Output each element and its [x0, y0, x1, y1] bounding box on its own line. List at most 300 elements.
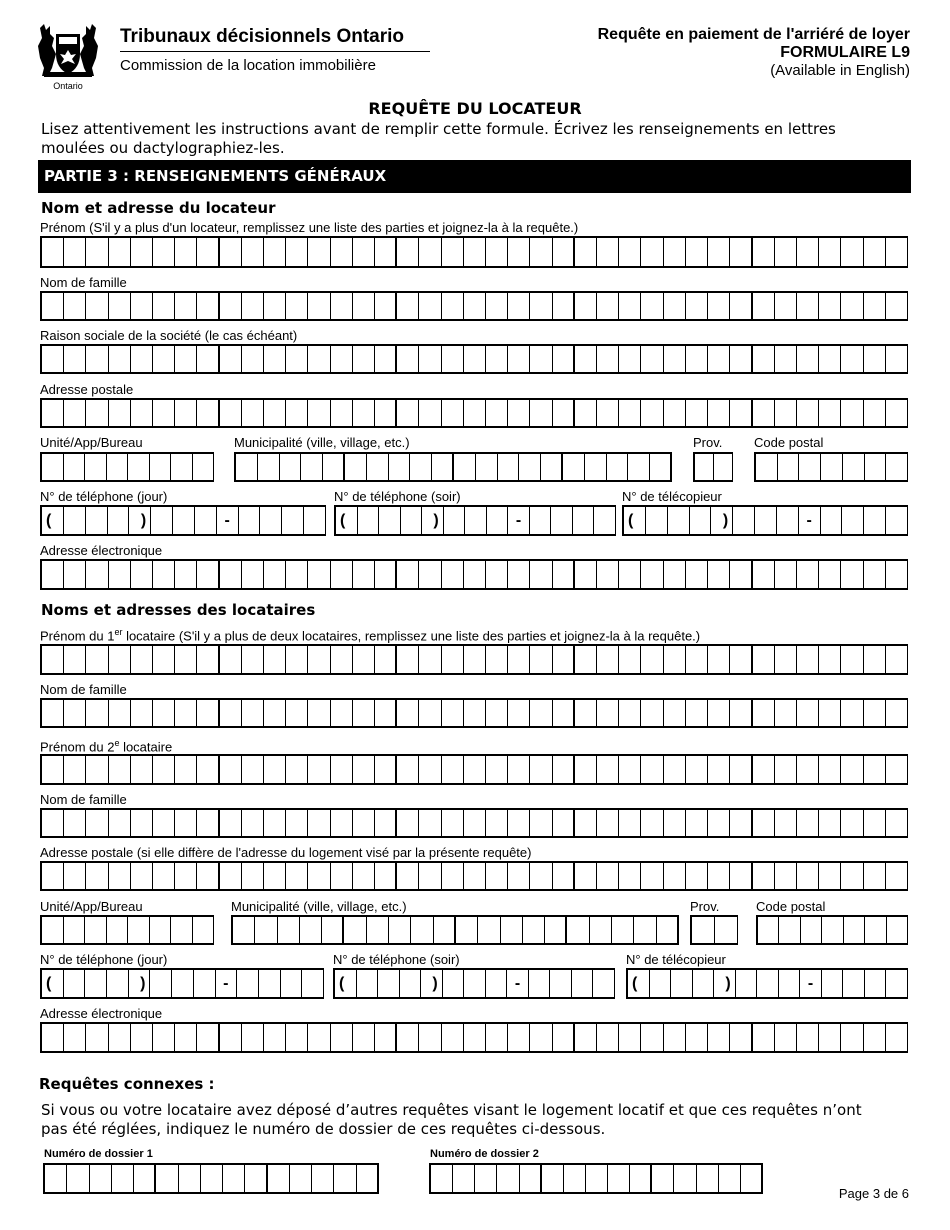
- char-box[interactable]: [375, 808, 397, 838]
- char-box[interactable]: [308, 344, 330, 374]
- char-box[interactable]: [331, 698, 353, 728]
- char-box[interactable]: [619, 754, 641, 785]
- char-box[interactable]: [153, 398, 175, 428]
- char-box[interactable]: [64, 644, 86, 675]
- char-box[interactable]: [443, 968, 465, 999]
- char-box[interactable]: [708, 291, 730, 321]
- char-box[interactable]: [597, 1022, 619, 1053]
- char-box[interactable]: [664, 861, 686, 891]
- char-box[interactable]: [575, 754, 597, 785]
- char-box[interactable]: [843, 452, 865, 482]
- phone-close-paren[interactable]: ): [714, 968, 736, 999]
- char-box[interactable]: [245, 1163, 267, 1194]
- char-box[interactable]: [550, 968, 572, 999]
- char-box[interactable]: [131, 398, 153, 428]
- char-box[interactable]: [886, 559, 908, 590]
- char-box[interactable]: [286, 291, 308, 321]
- char-box[interactable]: [171, 915, 193, 945]
- char-box[interactable]: [719, 1163, 741, 1194]
- char-box[interactable]: [486, 398, 508, 428]
- char-box[interactable]: [242, 644, 264, 675]
- char-box[interactable]: [619, 861, 641, 891]
- char-box[interactable]: [619, 559, 641, 590]
- char-box[interactable]: [842, 505, 864, 536]
- char-box[interactable]: [822, 915, 843, 945]
- char-box[interactable]: [597, 236, 619, 268]
- char-box[interactable]: [378, 968, 400, 999]
- char-box[interactable]: [530, 861, 552, 891]
- char-box[interactable]: [410, 452, 432, 482]
- char-box[interactable]: [530, 808, 552, 838]
- char-box[interactable]: [242, 344, 264, 374]
- char-box[interactable]: [886, 398, 908, 428]
- char-box[interactable]: [664, 236, 686, 268]
- char-box[interactable]: [197, 754, 219, 785]
- char-box[interactable]: [886, 968, 908, 999]
- char-box[interactable]: [286, 754, 308, 785]
- phone-close-paren[interactable]: ): [129, 968, 151, 999]
- char-box[interactable]: [551, 505, 573, 536]
- char-box[interactable]: [109, 236, 131, 268]
- char-box[interactable]: [486, 968, 508, 999]
- char-box[interactable]: [286, 1022, 308, 1053]
- char-box[interactable]: [797, 291, 819, 321]
- char-box[interactable]: [508, 1022, 530, 1053]
- char-box[interactable]: [730, 236, 752, 268]
- char-box[interactable]: [220, 398, 242, 428]
- char-box[interactable]: [508, 398, 530, 428]
- char-box[interactable]: [886, 861, 908, 891]
- char-box[interactable]: [775, 398, 797, 428]
- char-box[interactable]: [411, 915, 433, 945]
- char-box[interactable]: [753, 808, 775, 838]
- char-box[interactable]: [530, 754, 552, 785]
- char-box[interactable]: [553, 236, 575, 268]
- char-box[interactable]: [308, 861, 330, 891]
- char-box[interactable]: [608, 1163, 630, 1194]
- char-box[interactable]: [264, 1022, 286, 1053]
- char-box[interactable]: [308, 291, 330, 321]
- char-box[interactable]: [841, 236, 863, 268]
- char-box[interactable]: [553, 754, 575, 785]
- char-box[interactable]: [401, 505, 423, 536]
- char-box[interactable]: [109, 644, 131, 675]
- char-box[interactable]: [797, 1022, 819, 1053]
- char-box[interactable]: [686, 698, 708, 728]
- char-box[interactable]: [686, 236, 708, 268]
- char-box[interactable]: [730, 398, 752, 428]
- char-box[interactable]: [131, 861, 153, 891]
- char-box[interactable]: [775, 344, 797, 374]
- char-box[interactable]: [397, 344, 419, 374]
- char-box[interactable]: [597, 698, 619, 728]
- char-box[interactable]: [864, 644, 886, 675]
- char-box[interactable]: [419, 698, 441, 728]
- char-box[interactable]: [730, 291, 752, 321]
- char-box[interactable]: [419, 344, 441, 374]
- char-box[interactable]: [520, 1163, 542, 1194]
- char-box[interactable]: [175, 559, 197, 590]
- char-box[interactable]: [530, 291, 552, 321]
- char-box[interactable]: [886, 1022, 908, 1053]
- char-box[interactable]: [112, 1163, 134, 1194]
- char-box[interactable]: [286, 559, 308, 590]
- char-box[interactable]: [442, 808, 464, 838]
- char-box[interactable]: [286, 808, 308, 838]
- char-box[interactable]: [278, 915, 300, 945]
- char-box[interactable]: [153, 291, 175, 321]
- char-box[interactable]: [597, 754, 619, 785]
- char-box[interactable]: [264, 698, 286, 728]
- char-box[interactable]: [575, 236, 597, 268]
- phone-close-paren[interactable]: ): [711, 505, 733, 536]
- char-box[interactable]: [86, 344, 108, 374]
- char-box[interactable]: [109, 754, 131, 785]
- char-box[interactable]: [220, 344, 242, 374]
- char-box[interactable]: [641, 698, 663, 728]
- char-box[interactable]: [641, 344, 663, 374]
- char-box[interactable]: [695, 452, 714, 482]
- char-box[interactable]: [397, 698, 419, 728]
- char-box[interactable]: [286, 236, 308, 268]
- char-box[interactable]: [864, 1022, 886, 1053]
- char-box[interactable]: [264, 344, 286, 374]
- char-box[interactable]: [375, 644, 397, 675]
- char-box[interactable]: [242, 236, 264, 268]
- char-box[interactable]: [573, 505, 595, 536]
- char-box[interactable]: [619, 398, 641, 428]
- char-box[interactable]: [530, 644, 552, 675]
- char-box[interactable]: [692, 915, 715, 945]
- char-box[interactable]: [131, 808, 153, 838]
- char-box[interactable]: [841, 344, 863, 374]
- landlord-postal-field[interactable]: [754, 452, 908, 482]
- char-box[interactable]: [172, 968, 194, 999]
- char-box[interactable]: [195, 505, 217, 536]
- char-box[interactable]: [286, 698, 308, 728]
- char-box[interactable]: [220, 1022, 242, 1053]
- char-box[interactable]: [42, 236, 64, 268]
- char-box[interactable]: [575, 398, 597, 428]
- char-box[interactable]: [131, 291, 153, 321]
- char-box[interactable]: [64, 861, 86, 891]
- char-box[interactable]: [530, 344, 552, 374]
- char-box[interactable]: [821, 452, 843, 482]
- char-box[interactable]: [442, 291, 464, 321]
- char-box[interactable]: [730, 1022, 752, 1053]
- char-box[interactable]: [442, 1022, 464, 1053]
- char-box[interactable]: [708, 398, 730, 428]
- char-box[interactable]: [153, 559, 175, 590]
- char-box[interactable]: [308, 559, 330, 590]
- char-box[interactable]: [486, 1022, 508, 1053]
- char-box[interactable]: [331, 236, 353, 268]
- char-box[interactable]: [664, 559, 686, 590]
- char-box[interactable]: [819, 698, 841, 728]
- char-box[interactable]: [419, 861, 441, 891]
- char-box[interactable]: [153, 1022, 175, 1053]
- char-box[interactable]: [153, 698, 175, 728]
- char-box[interactable]: [64, 1022, 86, 1053]
- char-box[interactable]: [553, 344, 575, 374]
- char-box[interactable]: [753, 754, 775, 785]
- char-box[interactable]: [708, 236, 730, 268]
- char-box[interactable]: [442, 644, 464, 675]
- char-box[interactable]: [109, 398, 131, 428]
- char-box[interactable]: [42, 1022, 64, 1053]
- char-box[interactable]: [619, 236, 641, 268]
- char-box[interactable]: [797, 808, 819, 838]
- char-box[interactable]: [553, 698, 575, 728]
- tenant-municipality-field[interactable]: [231, 915, 679, 945]
- char-box[interactable]: [886, 808, 908, 838]
- char-box[interactable]: [841, 398, 863, 428]
- char-box[interactable]: [308, 754, 330, 785]
- char-box[interactable]: [641, 808, 663, 838]
- char-box[interactable]: [264, 808, 286, 838]
- char-box[interactable]: [331, 398, 353, 428]
- char-box[interactable]: [42, 754, 64, 785]
- char-box[interactable]: [107, 915, 129, 945]
- file-number-1-field[interactable]: [43, 1163, 379, 1194]
- char-box[interactable]: [464, 861, 486, 891]
- char-box[interactable]: [375, 698, 397, 728]
- char-box[interactable]: [357, 1163, 379, 1194]
- char-box[interactable]: [553, 291, 575, 321]
- char-box[interactable]: [220, 861, 242, 891]
- landlord-fax-field[interactable]: [622, 505, 908, 536]
- char-box[interactable]: [664, 398, 686, 428]
- char-box[interactable]: [64, 559, 86, 590]
- char-box[interactable]: [389, 915, 411, 945]
- char-box[interactable]: [86, 861, 108, 891]
- char-box[interactable]: [464, 1022, 486, 1053]
- landlord-prov-field[interactable]: [693, 452, 733, 482]
- char-box[interactable]: [419, 808, 441, 838]
- char-box[interactable]: [650, 968, 672, 999]
- char-box[interactable]: [45, 1163, 67, 1194]
- char-box[interactable]: [442, 236, 464, 268]
- char-box[interactable]: [153, 236, 175, 268]
- char-box[interactable]: [797, 754, 819, 785]
- char-box[interactable]: [567, 915, 589, 945]
- char-box[interactable]: [597, 559, 619, 590]
- char-box[interactable]: [308, 1022, 330, 1053]
- char-box[interactable]: [220, 754, 242, 785]
- char-box[interactable]: [630, 1163, 652, 1194]
- char-box[interactable]: [597, 861, 619, 891]
- char-box[interactable]: [865, 968, 887, 999]
- char-box[interactable]: [109, 291, 131, 321]
- char-box[interactable]: [575, 808, 597, 838]
- char-box[interactable]: [64, 754, 86, 785]
- char-box[interactable]: [819, 808, 841, 838]
- char-box[interactable]: [753, 291, 775, 321]
- char-box[interactable]: [331, 644, 353, 675]
- char-box[interactable]: [302, 968, 324, 999]
- char-box[interactable]: [197, 398, 219, 428]
- char-box[interactable]: [128, 452, 150, 482]
- char-box[interactable]: [501, 915, 523, 945]
- tenant-unit-field[interactable]: [40, 915, 214, 945]
- char-box[interactable]: [173, 505, 195, 536]
- phone-open-paren[interactable]: (: [628, 968, 650, 999]
- char-box[interactable]: [486, 236, 508, 268]
- char-box[interactable]: [323, 452, 345, 482]
- char-box[interactable]: [286, 861, 308, 891]
- char-box[interactable]: [397, 644, 419, 675]
- char-box[interactable]: [686, 344, 708, 374]
- char-box[interactable]: [90, 1163, 112, 1194]
- char-box[interactable]: [841, 861, 863, 891]
- char-box[interactable]: [432, 452, 454, 482]
- landlord-company-field[interactable]: [40, 344, 908, 374]
- char-box[interactable]: [486, 344, 508, 374]
- char-box[interactable]: [434, 915, 456, 945]
- char-box[interactable]: [779, 915, 800, 945]
- char-box[interactable]: [175, 754, 197, 785]
- char-box[interactable]: [757, 968, 779, 999]
- char-box[interactable]: [753, 644, 775, 675]
- char-box[interactable]: [64, 398, 86, 428]
- char-box[interactable]: [331, 861, 353, 891]
- char-box[interactable]: [686, 1022, 708, 1053]
- char-box[interactable]: [151, 505, 173, 536]
- char-box[interactable]: [331, 754, 353, 785]
- char-box[interactable]: [331, 559, 353, 590]
- char-box[interactable]: [85, 968, 107, 999]
- char-box[interactable]: [594, 505, 616, 536]
- char-box[interactable]: [42, 698, 64, 728]
- char-box[interactable]: [886, 698, 908, 728]
- char-box[interactable]: [109, 808, 131, 838]
- char-box[interactable]: [353, 754, 375, 785]
- char-box[interactable]: [714, 452, 733, 482]
- tenant-postal-field[interactable]: [756, 915, 908, 945]
- char-box[interactable]: [508, 236, 530, 268]
- char-box[interactable]: [486, 808, 508, 838]
- char-box[interactable]: [85, 915, 107, 945]
- char-box[interactable]: [777, 505, 799, 536]
- char-box[interactable]: [236, 452, 258, 482]
- char-box[interactable]: [487, 505, 509, 536]
- char-box[interactable]: [530, 398, 552, 428]
- char-box[interactable]: [864, 291, 886, 321]
- phone-close-paren[interactable]: ): [422, 505, 444, 536]
- char-box[interactable]: [664, 754, 686, 785]
- char-box[interactable]: [886, 236, 908, 268]
- char-box[interactable]: [619, 698, 641, 728]
- char-box[interactable]: [397, 1022, 419, 1053]
- char-box[interactable]: [607, 452, 629, 482]
- char-box[interactable]: [358, 505, 380, 536]
- char-box[interactable]: [886, 344, 908, 374]
- char-box[interactable]: [753, 559, 775, 590]
- char-box[interactable]: [730, 808, 752, 838]
- char-box[interactable]: [634, 915, 656, 945]
- char-box[interactable]: [150, 968, 172, 999]
- char-box[interactable]: [197, 861, 219, 891]
- char-box[interactable]: [841, 698, 863, 728]
- char-box[interactable]: [865, 452, 887, 482]
- char-box[interactable]: [153, 344, 175, 374]
- char-box[interactable]: [397, 861, 419, 891]
- char-box[interactable]: [756, 452, 778, 482]
- char-box[interactable]: [530, 236, 552, 268]
- char-box[interactable]: [753, 1022, 775, 1053]
- char-box[interactable]: [308, 236, 330, 268]
- char-box[interactable]: [42, 344, 64, 374]
- char-box[interactable]: [775, 1022, 797, 1053]
- char-box[interactable]: [107, 452, 129, 482]
- char-box[interactable]: [128, 915, 150, 945]
- char-box[interactable]: [442, 398, 464, 428]
- char-box[interactable]: [86, 644, 108, 675]
- char-box[interactable]: [797, 861, 819, 891]
- char-box[interactable]: [730, 644, 752, 675]
- char-box[interactable]: [107, 968, 129, 999]
- char-box[interactable]: [843, 968, 865, 999]
- char-box[interactable]: [585, 452, 607, 482]
- char-box[interactable]: [730, 754, 752, 785]
- char-box[interactable]: [397, 291, 419, 321]
- char-box[interactable]: [109, 861, 131, 891]
- char-box[interactable]: [886, 291, 908, 321]
- char-box[interactable]: [280, 452, 302, 482]
- char-box[interactable]: [841, 808, 863, 838]
- char-box[interactable]: [237, 968, 259, 999]
- tenant-address-field[interactable]: [40, 861, 908, 891]
- char-box[interactable]: [686, 291, 708, 321]
- char-box[interactable]: [86, 754, 108, 785]
- char-box[interactable]: [220, 236, 242, 268]
- char-box[interactable]: [530, 1022, 552, 1053]
- char-box[interactable]: [686, 808, 708, 838]
- char-box[interactable]: [353, 344, 375, 374]
- char-box[interactable]: [444, 505, 466, 536]
- char-box[interactable]: [686, 398, 708, 428]
- char-box[interactable]: [619, 644, 641, 675]
- char-box[interactable]: [456, 915, 478, 945]
- char-box[interactable]: [353, 861, 375, 891]
- char-box[interactable]: [464, 968, 486, 999]
- char-box[interactable]: [593, 968, 615, 999]
- char-box[interactable]: [367, 915, 389, 945]
- phone-close-paren[interactable]: ): [421, 968, 443, 999]
- char-box[interactable]: [64, 968, 86, 999]
- char-box[interactable]: [486, 861, 508, 891]
- char-box[interactable]: [64, 915, 86, 945]
- char-box[interactable]: [260, 505, 282, 536]
- char-box[interactable]: [242, 754, 264, 785]
- char-box[interactable]: [730, 698, 752, 728]
- char-box[interactable]: [220, 291, 242, 321]
- char-box[interactable]: [175, 291, 197, 321]
- char-box[interactable]: [564, 1163, 586, 1194]
- char-box[interactable]: [353, 1022, 375, 1053]
- char-box[interactable]: [628, 452, 650, 482]
- char-box[interactable]: [475, 1163, 497, 1194]
- char-box[interactable]: [42, 452, 64, 482]
- char-box[interactable]: [841, 559, 863, 590]
- char-box[interactable]: [664, 808, 686, 838]
- char-box[interactable]: [375, 344, 397, 374]
- char-box[interactable]: [86, 505, 108, 536]
- char-box[interactable]: [708, 754, 730, 785]
- char-box[interactable]: [641, 559, 663, 590]
- char-box[interactable]: [733, 505, 755, 536]
- landlord-municipality-field[interactable]: [234, 452, 672, 482]
